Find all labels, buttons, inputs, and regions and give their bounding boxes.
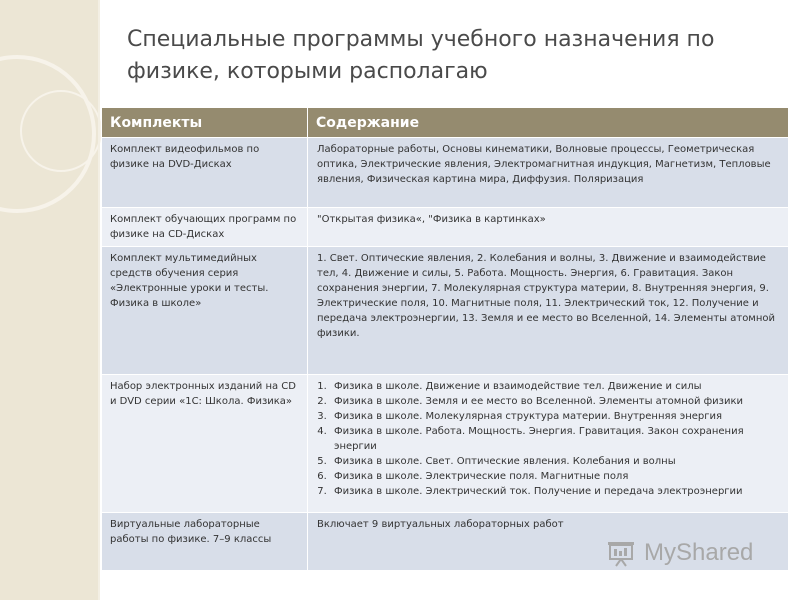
list-item: 6. Физика в школе. Электрические поля. Магнитные поля bbox=[330, 469, 782, 484]
table-row bbox=[102, 247, 789, 375]
table-row bbox=[102, 138, 789, 208]
content-cell bbox=[308, 375, 789, 513]
header-content: Содержание bbox=[308, 108, 789, 138]
list-item: 3. Физика в школе. Молекулярная структура материи. Внутренняя энергия bbox=[330, 409, 782, 424]
decorative-ring-small bbox=[20, 90, 102, 172]
header-kits: Комплекты bbox=[102, 108, 308, 138]
table-row bbox=[102, 208, 789, 247]
series-list bbox=[317, 379, 782, 499]
kit-cell: Комплект обучающих программ по физике на CD-Дисках bbox=[102, 208, 308, 247]
table-header-row bbox=[102, 108, 789, 138]
kit-cell: Комплект видеофильмов по физике на DVD-Дисках bbox=[102, 138, 308, 208]
kit-cell: Комплект мультимедийных средств обучения серия «Электронные уроки и тесты. Физика в школе» bbox=[102, 247, 308, 375]
decorative-divider-line bbox=[98, 0, 100, 600]
list-item: 4. Физика в школе. Работа. Мощность. Энергия. Гравитация. Закон сохранения энергии bbox=[330, 424, 782, 454]
table-row bbox=[102, 375, 789, 513]
content-cell: "Открытая физика«, "Физика в картинках» bbox=[308, 208, 789, 247]
list-item: 7. Физика в школе. Электрический ток. Получение и передача электроэнергии bbox=[330, 484, 782, 499]
watermark-text: MyShared bbox=[644, 539, 754, 566]
myshared-watermark bbox=[606, 536, 753, 570]
content-cell: Включает 9 виртуальных лабораторных работ bbox=[308, 513, 789, 571]
kit-cell: Виртуальные лабораторные работы по физике. 7–9 классы bbox=[102, 513, 308, 571]
programs-table bbox=[101, 107, 789, 571]
list-item: 1. Физика в школе. Движение и взаимодействие тел. Движение и силы bbox=[330, 379, 782, 394]
projector-screen-icon bbox=[606, 538, 636, 568]
list-item: 2. Физика в школе. Земля и ее место во Вселенной. Элементы атомной физики bbox=[330, 394, 782, 409]
kit-cell: Набор электронных изданий на CD и DVD серии «1С: Школа. Физика» bbox=[102, 375, 308, 513]
slide-title: Специальные программы учебного назначения по физике, которыми располагаю bbox=[127, 27, 715, 84]
list-item: 5. Физика в школе. Свет. Оптические явления. Колебания и волны bbox=[330, 454, 782, 469]
content-cell: Лабораторные работы, Основы кинематики, Волновые процессы, Геометрическая оптика, Электрические явления, Электромагнитная индукция, Магнетизм, Тепловые явления, Физическая картина мира, Диффузия. Поляризация bbox=[308, 138, 789, 208]
content-cell: 1. Свет. Оптические явления, 2. Колебания и волны, 3. Движение и взаимодействие тел, 4. Движение и силы, 5. Работа. Мощность. Энергия, 6. Гравитация. Закон сохранения энергии, 7. Молекулярная структура материи, 8. Внутренняя энергия, 9. Электрические поля, 10. Магнитные поля, 11. Электрический ток, 12. Получение и передача электроэнергии, 13. Земля и ее место во Вселенной, 14. Элементы атомной физики. bbox=[308, 247, 789, 375]
